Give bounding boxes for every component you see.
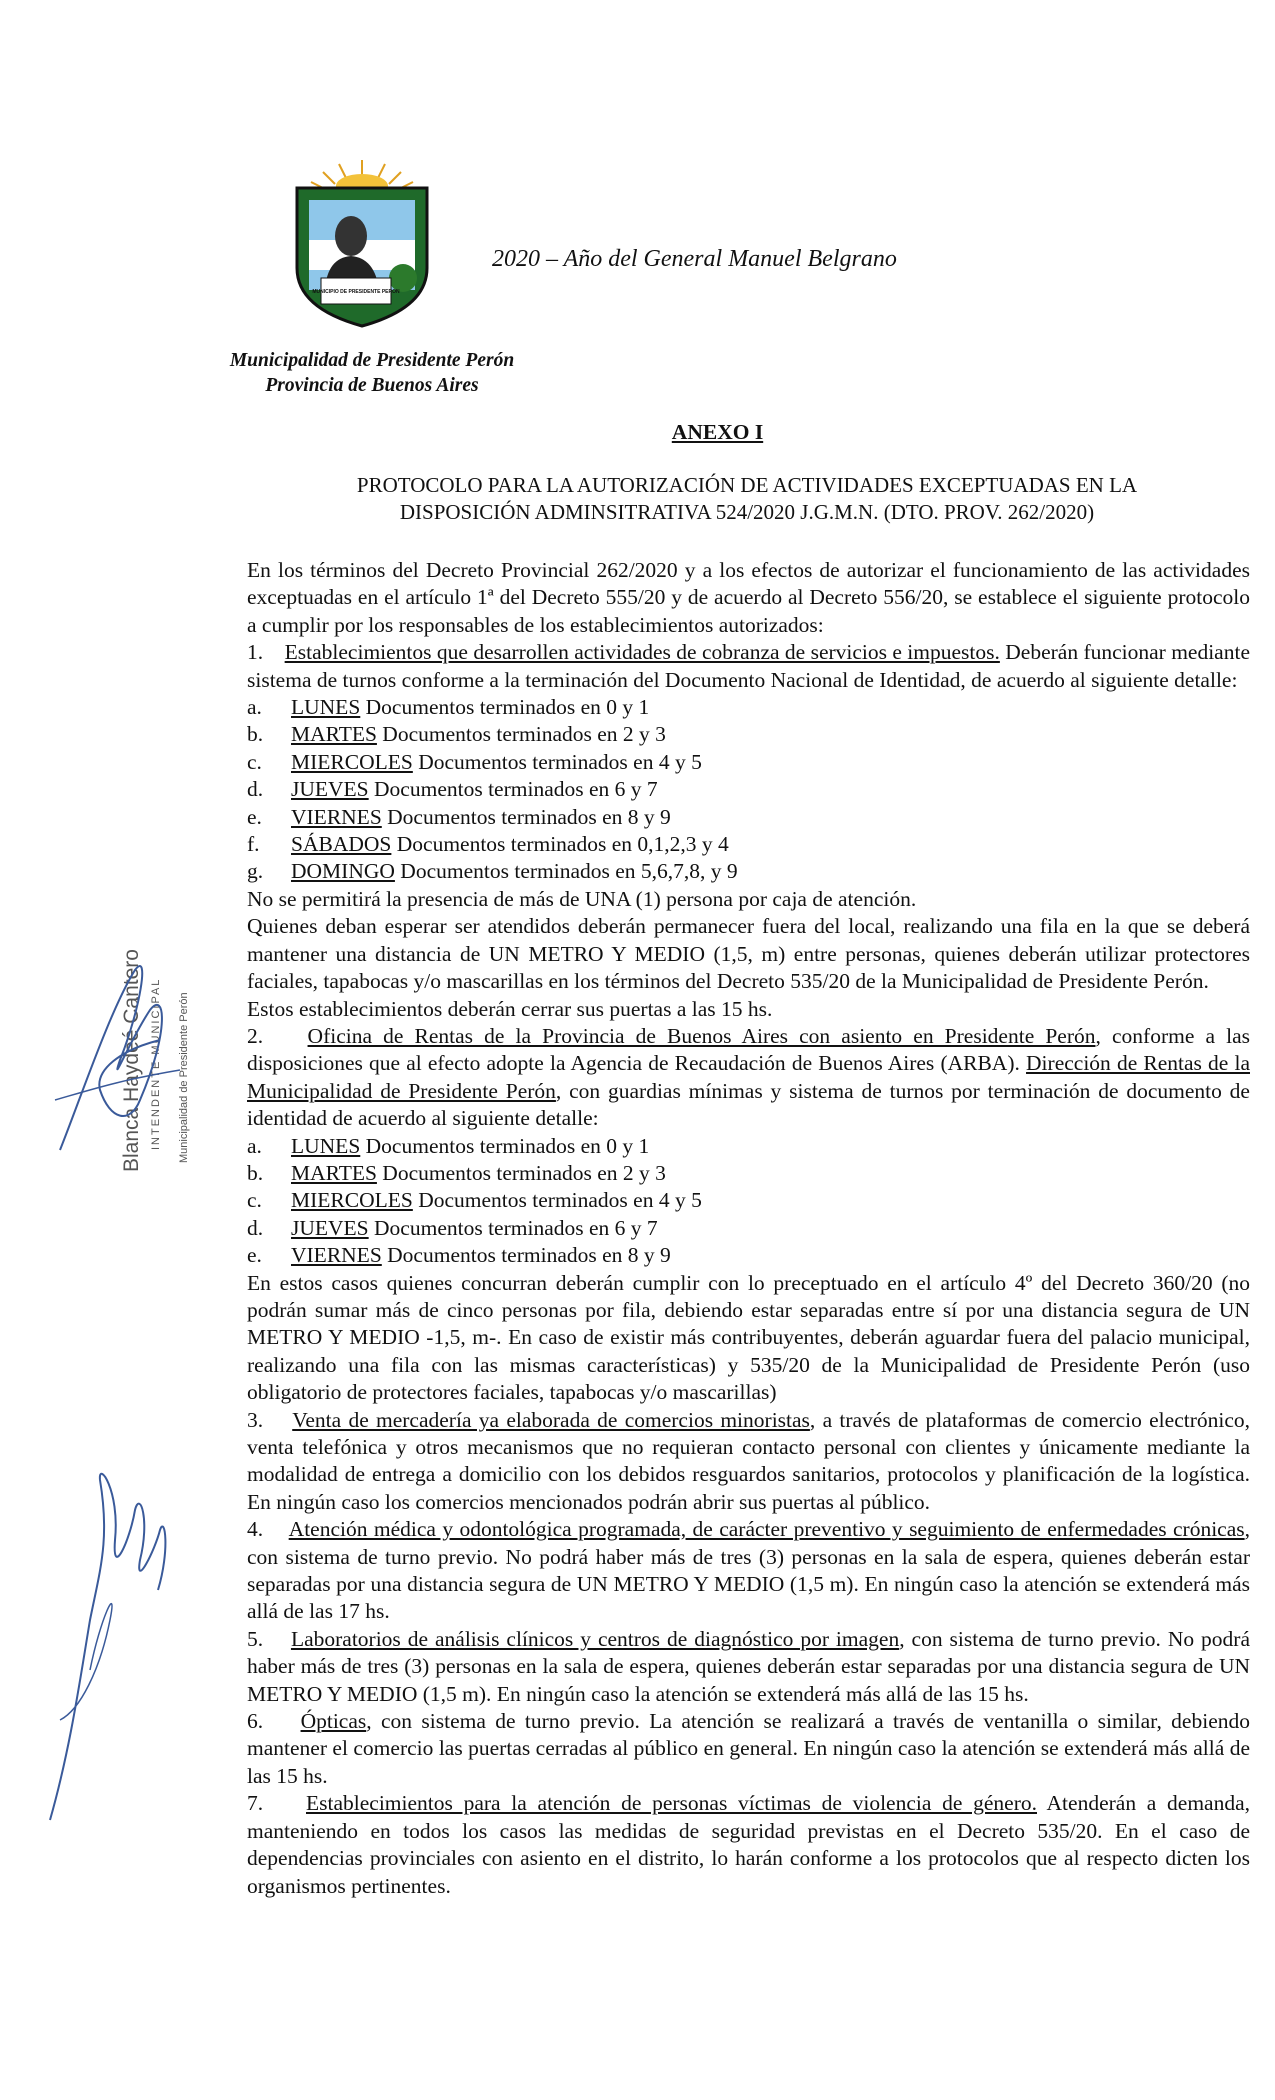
schedule-letter: c. <box>247 1188 262 1213</box>
schedule-rule: Documentos terminados en 0 y 1 <box>360 695 650 720</box>
section-title: Establecimientos para la atención de personas víctimas de violencia de género. <box>306 1791 1037 1816</box>
section-number: 6. <box>247 1709 264 1734</box>
schedule-letter: a. <box>247 695 262 720</box>
schedule-text <box>291 749 702 776</box>
section-number: 7. <box>247 1791 264 1816</box>
schedule-rule: Documentos terminados en 0,1,2,3 y 4 <box>391 832 729 857</box>
schedule-day: MIERCOLES <box>291 1188 413 1213</box>
schedule-rule: Documentos terminados en 5,6,7,8, y 9 <box>394 859 738 884</box>
year-motto: 2020 – Año del General Manuel Belgrano <box>492 246 897 272</box>
stamp-role: INTENDENTE MUNICIPAL <box>150 977 162 1150</box>
schedule-item <box>247 804 1250 831</box>
schedule-day: JUEVES <box>291 777 369 802</box>
schedule-text <box>291 1215 658 1242</box>
schedule-rule: Documentos terminados en 4 y 5 <box>412 1188 702 1213</box>
schedule-day: VIERNES <box>291 1243 382 1268</box>
schedule-letter: f. <box>247 832 260 857</box>
section-number: 3. <box>247 1407 264 1432</box>
schedule-text <box>291 776 658 803</box>
stamp-name: Blanca Haydeé Cantero <box>120 949 143 1172</box>
schedule-rule: Documentos terminados en 6 y 7 <box>368 777 658 802</box>
municipality-name: Municipalidad de Presidente Perón <box>229 350 515 371</box>
section-text: , con sistema de turno previo. No podrá haber más de tres (3) personas en la sala de espera, quienes deberán estar separadas por una distancia segura de UN METRO Y MEDIO (1,5 m). En ningún caso la atención se extenderá más allá de las 17 hs. <box>247 1517 1250 1624</box>
section-number: 5. <box>247 1626 264 1651</box>
municipal-crest-logo <box>287 158 437 328</box>
schedule-letter: b. <box>247 722 264 747</box>
schedule-text <box>291 1187 702 1214</box>
section-number: 4. <box>247 1517 264 1542</box>
protocol-title <box>247 472 1247 526</box>
schedule-item <box>247 721 1250 748</box>
annex-title: ANEXO I <box>671 420 764 444</box>
province-name: Provincia de Buenos Aires <box>265 375 479 396</box>
schedule-item <box>247 749 1250 776</box>
section-7 <box>247 1790 1250 1900</box>
section-title: Establecimientos que desarrollen actividades de cobranza de servicios e impuestos. <box>284 640 1000 665</box>
handwritten-signature <box>40 950 190 1170</box>
section-text: Atenderán a demanda, manteniendo en todos los casos las medidas de seguridad previstas en el Decreto 535/20. En el caso de dependencias provinciales con asiento en el distrito, lo harán conforme a los protocolos que al respecto dicten los organismos pertinentes. <box>247 1791 1251 1898</box>
schedule-letter: e. <box>247 804 262 829</box>
schedule-day: LUNES <box>291 695 361 720</box>
section-title-2: Dirección de Rentas de la Municipalidad de Presidente Perón <box>247 1051 1250 1103</box>
section-title: Laboratorios de análisis clínicos y centros de diagnóstico por imagen <box>290 1626 900 1651</box>
schedule-text <box>291 1133 649 1160</box>
schedule-letter: a. <box>247 1133 262 1158</box>
section-text: , a través de plataformas de comercio electrónico, venta telefónica y otros mecanismos que no requieran contacto personal con clientes y únicamente mediante la modalidad de entrega a domicilio con los debidos resguardos sanitarios, protocolos y planificación de la logística. En ningún caso los comercios mencionados podrán abrir sus puertas al público. <box>247 1407 1251 1514</box>
schedule-text <box>291 1242 671 1269</box>
schedule-rule: Documentos terminados en 2 y 3 <box>376 722 666 747</box>
schedule-day: LUNES <box>291 1133 361 1158</box>
schedule-day: MARTES <box>291 1160 377 1185</box>
schedule-item <box>247 1187 1250 1214</box>
schedule-letter: e. <box>247 1243 262 1268</box>
schedule-day: MIERCOLES <box>291 749 413 774</box>
schedule-item <box>247 694 1250 721</box>
schedule-rule: Documentos terminados en 8 y 9 <box>381 804 671 829</box>
section-title: Oficina de Rentas de la Provincia de Buenos Aires con asiento en Presidente Perón <box>307 1023 1096 1048</box>
schedule-item <box>247 1133 1250 1160</box>
schedule-item <box>247 1242 1250 1269</box>
schedule-text <box>291 721 666 748</box>
section-text: , con sistema de turno previo. La atención se realizará a través de ventanilla o similar, debiendo mantener el comercio las puertas cerradas al público en general. En ningún caso la atención se extenderá más allá de las 15 hs. <box>247 1709 1250 1788</box>
schedule-day: JUEVES <box>291 1215 369 1240</box>
section-3 <box>247 1407 1250 1517</box>
schedule-text <box>291 694 649 721</box>
section-5 <box>247 1626 1250 1708</box>
section-title: Atención médica y odontológica programada, de carácter preventivo y seguimiento de enfermedades crónicas <box>288 1517 1245 1542</box>
section-1 <box>247 639 1250 694</box>
schedule-day: MARTES <box>291 722 377 747</box>
schedule-item <box>247 1215 1250 1242</box>
schedule-day: DOMINGO <box>291 859 395 884</box>
stamp-municipality: Municipalidad de Presidente Perón <box>178 992 190 1163</box>
annex-heading <box>0 420 1275 445</box>
section-2-note: En estos casos quienes concurran deberán cumplir con lo preceptuado en el artículo 4º del Decreto 360/20 (no podrán sumar más de cinco personas por fila, debiendo estar separadas entre sí por una distancia segura de UN METRO Y MEDIO -1,5, m-. En caso de existir más contribuyentes, deberán aguardar fuera del palacio municipal, realizando una fila con las mismas características) y 535/20 de la Municipalidad de Presidente Perón (uso obligatorio de protectores faciales, tapabocas y/o mascarillas) <box>247 1270 1250 1405</box>
schedule-letter: c. <box>247 749 262 774</box>
section-1-note-2: Quienes deban esperar ser atendidos deberán permanecer fuera del local, realizando una fila en la que se deberá mantener una distancia de UN METRO Y MEDIO (1,5, m) entre personas, quienes deberán utilizar protectores faciales, tapabocas y/o mascarillas en los términos del Decreto 535/20 de la Municipalidad de Presidente Perón. <box>247 914 1250 994</box>
intro-paragraph: En los términos del Decreto Provincial 262/2020 y a los efectos de autorizar el funcionamiento de las actividades exceptuadas en el artículo 1ª del Decreto 555/20 y de acuerdo al Decreto 556/20, se establece el siguiente protocolo a cumplir por los responsables de los establecimientos autorizados: <box>247 558 1250 637</box>
section-number: 1. <box>247 640 264 665</box>
schedule-rule: Documentos terminados en 6 y 7 <box>368 1215 658 1240</box>
schedule-text <box>291 831 729 858</box>
schedule-rule: Documentos terminados en 0 y 1 <box>360 1133 650 1158</box>
section-2-schedule <box>247 1133 1250 1270</box>
schedule-item <box>247 1160 1250 1187</box>
schedule-rule: Documentos terminados en 2 y 3 <box>376 1160 666 1185</box>
municipality-heading <box>212 348 532 398</box>
section-4 <box>247 1516 1250 1626</box>
schedule-item <box>247 831 1250 858</box>
schedule-item <box>247 776 1250 803</box>
section-2 <box>247 1023 1250 1133</box>
schedule-letter: d. <box>247 777 264 802</box>
section-text-2: , con guardias mínimas y sistema de turnos por terminación de documento de identidad de acuerdo al siguiente detalle: <box>247 1078 1250 1131</box>
section-text: , conforme a las disposiciones que al efecto adopte la Agencia de Recaudación de Buenos Aires (ARBA). <box>247 1023 1251 1076</box>
section-number: 2. <box>247 1023 264 1048</box>
section-title: Ópticas <box>300 1709 367 1734</box>
schedule-text <box>291 858 738 885</box>
schedule-rule: Documentos terminados en 8 y 9 <box>381 1243 671 1268</box>
schedule-day: VIERNES <box>291 804 382 829</box>
schedule-rule: Documentos terminados en 4 y 5 <box>412 749 702 774</box>
schedule-text <box>291 804 671 831</box>
section-1-note-1: No se permitirá la presencia de más de UNA (1) persona por caja de atención. <box>247 886 917 911</box>
schedule-letter: g. <box>247 859 264 884</box>
section-1-schedule <box>247 694 1250 886</box>
schedule-text <box>291 1160 666 1187</box>
document-body <box>247 557 1250 1900</box>
protocol-title-line-1: PROTOCOLO PARA LA AUTORIZACIÓN DE ACTIVIDADES EXCEPTUADAS EN LA <box>356 473 1138 497</box>
crest-text: MUNICIPIO DE PRESIDENTE PERON <box>312 289 400 295</box>
section-1-note-3: Estos establecimientos deberán cerrar sus puertas a las 15 hs. <box>247 996 773 1021</box>
schedule-letter: b. <box>247 1160 264 1185</box>
handwritten-initials <box>40 1420 180 1840</box>
section-text: , con sistema de turno previo. No podrá haber más de tres (3) personas en la sala de espera, quienes deberán estar separadas por una distancia segura de UN METRO Y MEDIO (1,5 m). En ningún caso la atención se extenderá más allá de las 15 hs. <box>247 1626 1250 1706</box>
section-text: Deberán funcionar mediante sistema de turnos conforme a la terminación del Documento Nacional de Identidad, de acuerdo al siguiente detalle: <box>247 640 1250 692</box>
schedule-item <box>247 858 1250 885</box>
protocol-title-line-2: DISPOSICIÓN ADMINSITRATIVA 524/2020 J.G.M.N. (DTO. PROV. 262/2020) <box>399 500 1095 524</box>
section-title: Venta de mercadería ya elaborada de comercios minoristas <box>292 1407 810 1432</box>
schedule-day: SÁBADOS <box>291 832 392 857</box>
schedule-letter: d. <box>247 1215 264 1240</box>
section-6 <box>247 1708 1250 1790</box>
